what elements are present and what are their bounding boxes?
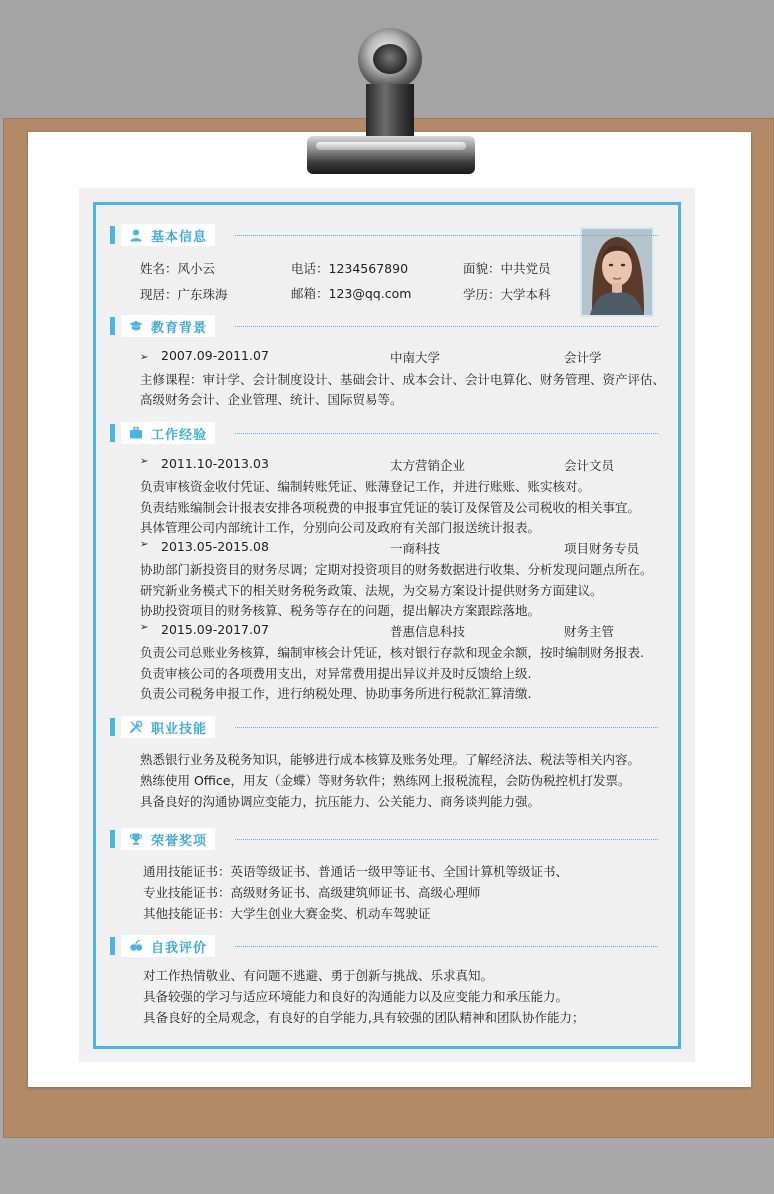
- section-header-skills: [110, 716, 658, 738]
- skill-line: 熟悉银行业务及税务知识，能够进行成本核算及账务处理。了解经济法、税法等相关内容。: [140, 752, 641, 767]
- honor-line: 专业技能证书：高级财务证书、高级建筑师证书、高级心理师: [143, 885, 481, 900]
- bullet-arrow-icon: ➢: [140, 539, 149, 550]
- job-duty-line: 具体管理公司内部统计工作，分别向公司及政府有关部门报送统计报表。: [140, 520, 541, 535]
- section-accent-bar: [110, 424, 115, 442]
- section-divider: [235, 326, 658, 327]
- bullet-arrow-icon: ➢: [140, 622, 149, 633]
- job-duty-line: 负责公司税务申报工作，进行纳税处理、协助事务所进行税款汇算清缴.: [140, 686, 532, 701]
- trophy-icon: [129, 832, 143, 846]
- tools-icon: [129, 720, 143, 734]
- skill-line: 具备良好的沟通协调应变能力，抗压能力、公关能力、商务谈判能力强。: [140, 794, 541, 809]
- self-evaluation-line: 具备较强的学习与适应环境能力和良好的沟通能力以及应变能力和承压能力。: [143, 989, 569, 1004]
- section-title: 基本信息: [151, 229, 208, 245]
- section-divider: [235, 235, 658, 236]
- section-header-honors: [110, 828, 658, 850]
- phone-field: 电话：1234567890: [291, 261, 409, 276]
- section-title: 职业技能: [151, 721, 208, 737]
- section-header-education: [110, 315, 658, 337]
- self-evaluation-line: 具备良好的全局观念，有良好的自学能力,具有较强的团队精神和团队协作能力；: [143, 1010, 585, 1025]
- email-field: 邮箱：123@qq.com: [291, 286, 412, 301]
- job-title: 会计文员: [564, 458, 615, 473]
- bullet-arrow-icon: ➢: [140, 456, 149, 467]
- honor-line: 通用技能证书：英语等级证书、普通话一级甲等证书、全国计算机等级证书、: [143, 864, 569, 879]
- section-title: 教育背景: [151, 320, 208, 336]
- education-courses-line: 高级财务会计、企业管理、统计、国际贸易等。: [140, 392, 403, 407]
- binder-clip-highlight: [316, 142, 466, 150]
- job-title: 财务主管: [564, 624, 615, 639]
- education-major: 会计学: [564, 350, 602, 365]
- job-period: 2013.05-2015.08: [161, 539, 269, 554]
- job-duty-line: 协助投资项目的财务核算、税务等存在的问题，提出解决方案跟踪落地。: [140, 603, 541, 618]
- education-period: 2007.09-2011.07: [161, 348, 269, 363]
- section-accent-bar: [110, 937, 115, 955]
- political-status-field: 面貌：中共党员: [463, 261, 551, 276]
- binder-clip-hole: [373, 44, 407, 74]
- people-icon: [129, 939, 143, 953]
- job-title: 项目财务专员: [564, 541, 640, 556]
- job-company: 太方营销企业: [390, 458, 466, 473]
- section-accent-bar: [110, 718, 115, 736]
- section-accent-bar: [110, 830, 115, 848]
- residence-field: 现居：广东珠海: [140, 287, 228, 302]
- section-header-work: [110, 422, 658, 444]
- binder-clip-neck: [366, 84, 414, 142]
- section-divider: [235, 433, 658, 434]
- section-header-basic-info: [110, 224, 658, 246]
- honor-line: 其他技能证书：大学生创业大赛金奖、机动车驾驶证: [143, 906, 431, 921]
- degree-field: 学历：大学本科: [463, 287, 551, 302]
- briefcase-icon: [129, 426, 143, 440]
- job-company: 一商科技: [390, 541, 441, 556]
- name-field: 姓名：风小云: [140, 261, 216, 276]
- job-period: 2015.09-2017.07: [161, 622, 269, 637]
- job-duty-line: 研究新业务模式下的相关财务税务政策、法规，为交易方案设计提供财务方面建议。: [140, 583, 603, 598]
- skill-line: 熟练使用 Office，用友（金蝶）等财务软件；熟练网上报税流程，会防伪税控机打发票。: [140, 773, 631, 788]
- self-evaluation-line: 对工作热情敬业、有问题不逃避、勇于创新与挑战、乐求真知。: [143, 968, 494, 983]
- section-accent-bar: [110, 317, 115, 335]
- job-period: 2011.10-2013.03: [161, 456, 269, 471]
- job-duty-line: 负责审核公司的各项费用支出，对异常费用提出异议并及时反馈给上级.: [140, 666, 532, 681]
- section-title: 工作经验: [151, 427, 208, 443]
- bullet-arrow-icon: ➢: [140, 352, 149, 363]
- job-company: 普惠信息科技: [390, 624, 466, 639]
- person-icon: [129, 228, 143, 242]
- education-entry: [140, 348, 148, 363]
- job-duty-line: 负责结账编制会计报表安排各项税费的申报事宜凭证的装订及保管及公司税收的相关事宜。: [140, 500, 641, 515]
- job-duty-line: 负责公司总账业务核算，编制审核会计凭证，核对银行存款和现金余额，按时编制财务报表.: [140, 645, 644, 660]
- section-title: 自我评价: [151, 940, 208, 956]
- section-divider: [235, 946, 658, 947]
- education-school: 中南大学: [390, 350, 441, 365]
- section-accent-bar: [110, 226, 115, 244]
- job-duty-line: 负责审核资金收付凭证、编制转账凭证、账薄登记工作，并进行账账、账实核对。: [140, 479, 591, 494]
- section-header-self-evaluation: [110, 935, 658, 957]
- education-courses-line: 主修课程：审计学、会计制度设计、基础会计、成本会计、会计电算化、财务管理、资产评估、: [140, 372, 666, 387]
- section-divider: [235, 839, 658, 840]
- graduation-cap-icon: [129, 319, 143, 333]
- job-duty-line: 协助部门新投资目的财务尽调；定期对投资项目的财务数据进行收集、分析发现问题点所在。: [140, 562, 653, 577]
- section-title: 荣誉奖项: [151, 833, 208, 849]
- section-divider: [235, 727, 658, 728]
